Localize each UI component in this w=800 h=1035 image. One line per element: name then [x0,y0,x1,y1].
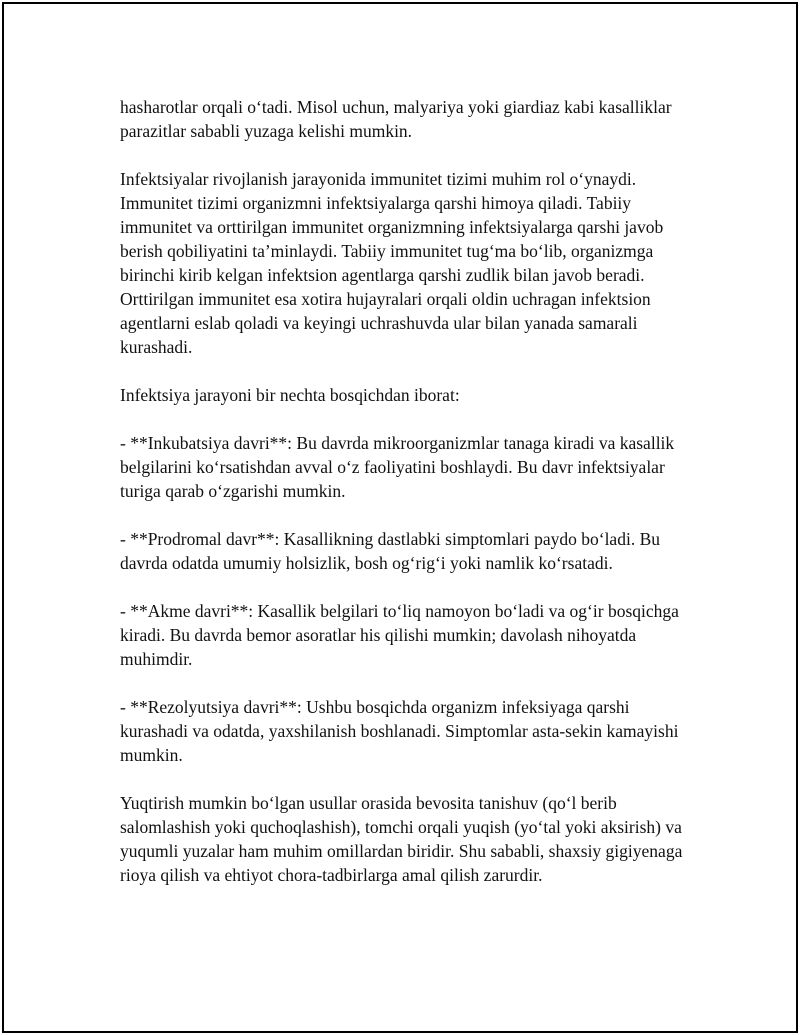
paragraph-immunity: Infektsiyalar rivojlanish jarayonida immunitet tizimi muhim rol oʻynaydi. Immunitet tizimi organizmni infektsiyalarga qarshi himoya qiladi. Tabiiy immunitet va orttirilgan immunitet organizmning infektsiyalarga qarshi javob berish qobiliyatini taʼminlaydi. Tabiiy immunitet tugʻma boʻlib, organizmga birinchi kirib kelgan infektsion agentlarga qarshi zudlik bilan javob beradi. Orttirilgan immunitet esa xotira hujayralari orqali oldin uchragan infektsion agentlarni eslab qoladi va keyingi uchrashuvda ular bilan yanada samarali kurashadi. [120,169,664,357]
paragraph-parasites: hasharotlar orqali oʻtadi. Misol uchun, malyariya yoki giardiaz kabi kasalliklar parazitlar sababli yuzaga kelishi mumkin. [120,97,672,141]
document-page [2,2,798,1033]
list-item-resolution: - **Rezolyutsiya davri**: Ushbu bosqichda organizm infeksiyaga qarshi kurashadi va odatda, yaxshilanish boshlanadi. Simptomlar asta-sekin kamayishi mumkin. [120,697,679,765]
list-item-prodromal: - **Prodromal davr**: Kasallikning dastlabki simptomlari paydo boʻladi. Bu davrda odatda umumiy holsizlik, bosh ogʻrigʻi yoki namlik koʻrsatadi. [120,529,660,573]
paragraph-stages-intro: Infektsiya jarayoni bir nechta bosqichdan iborat: [120,385,460,405]
list-item-acme: - **Akme davri**: Kasallik belgilari toʻliq namoyon boʻladi va ogʻir bosqichga kiradi. Bu davrda bemor asoratlar his qilishi mumkin; davolash nihoyatda muhimdir. [120,601,679,669]
list-item-incubation: - **Inkubatsiya davri**: Bu davrda mikroorganizmlar tanaga kiradi va kasallik belgilarini koʻrsatishdan avval oʻz faoliyatini boshlaydi. Bu davr infektsiyalar turiga qarab oʻzgarishi mumkin. [120,433,675,501]
document-body [120,95,700,911]
paragraph-transmission: Yuqtirish mumkin boʻlgan usullar orasida bevosita tanishuv (qoʻl berib salomlashish yoki quchoqlashish), tomchi orqali yuqish (yoʻtal yoki aksirish) va yuqumli yuzalar ham muhim omillardan biridir. Shu sababli, shaxsiy gigiyenaga rioya qilish va ehtiyot chora-tadbirlarga amal qilish zarurdir. [120,793,683,885]
